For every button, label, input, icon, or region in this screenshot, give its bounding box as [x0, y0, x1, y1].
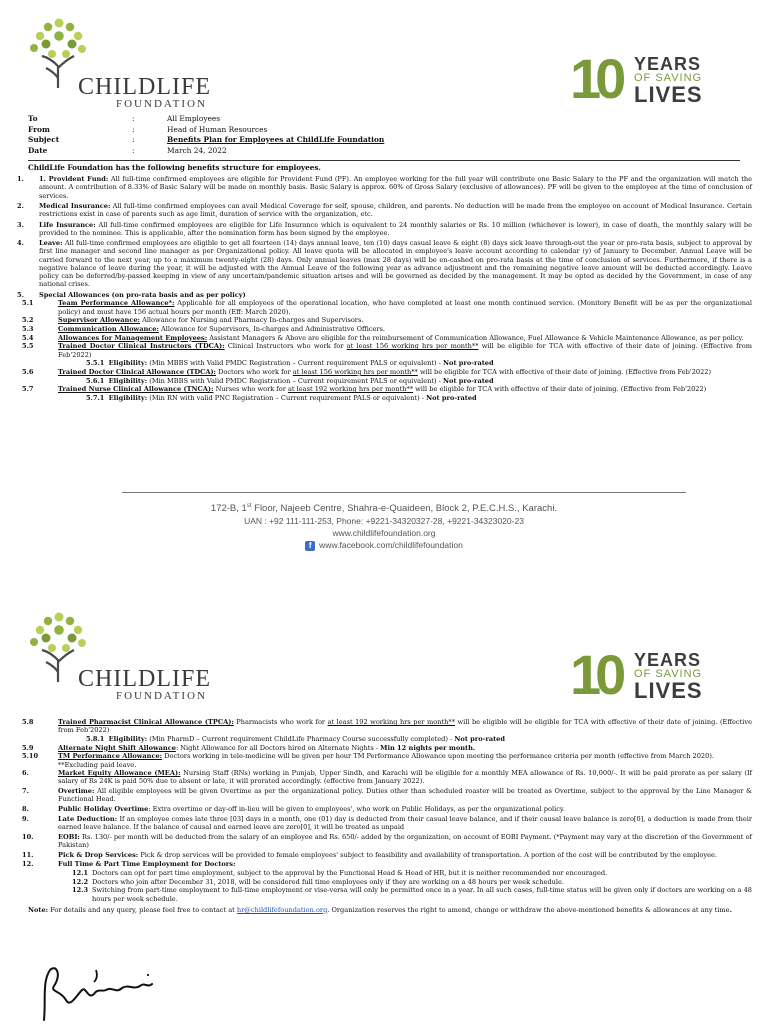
badge-number: 10 [570, 47, 621, 110]
sub-title: Trained Doctor Clinical Allowance (TDCA): [58, 367, 216, 376]
sub-text: Applicable for all employees of the operational location, who have completed at least one month continued service. (Monitory Benefit will be as per the organizational policy) and must have 156 actual hours per month (Eff: March 2020). [58, 299, 752, 316]
sub-text: Doctors who join after December 31, 2018, will be considered full time employees only if they are working on a 48 hours per week schedule. [92, 877, 564, 886]
sub-title: Trained Doctor Clinical Instructors (TDCA): [58, 342, 225, 351]
address-pre: 172-B, 1 [210, 503, 247, 515]
sub-number: 5.8 [22, 718, 34, 726]
memo-date [28, 146, 384, 157]
not-pro-rated: Not pro-rated [443, 376, 494, 385]
not-pro-rated: Not pro-rated [426, 394, 477, 403]
colon: : [132, 114, 135, 123]
memo-header [28, 114, 384, 156]
sub-text: Doctors can opt for part time employment, subject to the approval by the Functional Head & Head of HR, but it is neither recommended nor encouraged. [92, 868, 608, 877]
memo-from [28, 125, 384, 136]
item-full-part-time [22, 860, 752, 869]
item-title: Pick & Drop Services: [58, 850, 139, 859]
item-pick-drop [22, 850, 752, 859]
item-title: Overtime: [58, 787, 95, 796]
item-number: 9. [22, 814, 29, 823]
sub-title: Supervisor Allowance: [58, 316, 140, 325]
sub-number: 5.6.1 [86, 376, 105, 385]
item-number: 2. [17, 202, 24, 210]
memo-subject [28, 135, 384, 146]
sub-5-6-1 [28, 377, 752, 385]
memo-to [28, 114, 384, 125]
item-number: 6. [22, 769, 29, 778]
sub-number: 12.3 [72, 886, 89, 895]
sub-text: Doctors working in tele-medicine will be given per hour TM Performance Allowance upon meeting the performance criteria per month (effective from March 2020). [162, 752, 714, 761]
sub-5-3 [22, 324, 752, 333]
sub-text: Switching from part-time employment to full-time employment or vise-versa will only be permitted once in a year. In all such cases, full-time status will be given only if doctors are working on a 48 hours per week schedule. [92, 886, 752, 903]
sub-hours: at least 192 working hrs per month** [327, 718, 455, 726]
item-title: Late Deduction: [58, 814, 118, 823]
item-late-deduction [22, 814, 752, 831]
sub-text: (Min MBBS with Valid PMDC Registration – Current requirement PALS or equivalent) - [147, 359, 444, 368]
item-medical-insurance [17, 202, 752, 219]
item-title: Full Time & Part Time Employment for Doctors: [58, 860, 236, 869]
item-title: Public Holiday Overtime [58, 805, 149, 814]
brand-name: CHILDLIFE [78, 74, 211, 100]
item-number: 3. [17, 220, 24, 229]
document-page-2 [0, 590, 768, 1024]
sub-text: : Night Allowance for all Doctors hired on Alternate Nights - [175, 743, 381, 752]
item-text: All full-time confirmed employees are eligible for Provident Fund (PF). An employee working for the full year will contribute one Basic Salary to the PF and the organization will match the amount. A contribution of 8.33% of Basic Salary will be made on monthly basis. Basic Salary is approx. 60% of Gross Salary (exclusive of allowances). PF will be given to the employee at the time of conclusion of services. [39, 175, 753, 200]
item-number: 10. [22, 832, 34, 841]
sub-5-8-1 [28, 735, 752, 743]
badge-years: YEARS [634, 650, 702, 670]
sub-number: 5.5.1 [86, 359, 105, 368]
intro-heading: ChildLife Foundation has the following benefits structure for employees. [28, 163, 321, 172]
sub-5-4 [22, 333, 752, 342]
benefits-body-page-1 [17, 163, 753, 403]
sub-5-1 [22, 299, 752, 316]
item-text: : Extra overtime or day-off in-lieu will be given to employees', who work on Public Holidays, as per the organizational policy. [148, 805, 565, 814]
badge-number: 10 [570, 643, 621, 706]
sub-text: Clinical Instructors who work for [224, 342, 347, 351]
sub-hours: at least 156 working hrs per month** [292, 367, 418, 376]
sub-number: 5.9 [22, 743, 34, 752]
item-text: Rs. 130/- per month will be deducted from the salary of an employee and Rs. 650/- added by the organization, on account of EOBI Payment. (*Payment may vary at the discretion of the Government of Pakistan) [58, 832, 752, 849]
sub-text: will be eligible will be eligible for TCA with effective of their date of joining. (Effective from Feb'2022) [58, 718, 752, 735]
sub-number: 5.4 [22, 333, 34, 342]
badge-of-saving: OF SAVING [634, 72, 703, 84]
sub-5-5-1 [28, 359, 752, 367]
sub-number: 5.10 [22, 752, 39, 761]
item-life-insurance [17, 220, 752, 237]
eligibility-label: Eligibility: [108, 376, 148, 385]
item-number: 8. [22, 805, 29, 814]
sub-title: Team Performance Allowance*: [58, 299, 175, 308]
header-rule [28, 160, 740, 161]
sub-hours: at least 156 working hrs per month** [346, 342, 479, 351]
item-title: Special Allowances (on pro-rata basis and as per policy) [39, 290, 246, 299]
sub-5-2 [22, 316, 752, 325]
address-post: Floor, Najeeb Centre, Shahra-e-Quaideen, Block 2, P.E.C.H.S., Karachi. [251, 503, 558, 515]
note-paragraph [28, 906, 752, 914]
item-number: 12. [22, 860, 34, 869]
badge-lives: LIVES [634, 678, 703, 703]
eligibility-label: Eligibility: [108, 734, 148, 743]
sub-title: Allowances for Management Employees: [58, 333, 208, 342]
note-label: Note: [28, 905, 49, 914]
item-text: All full-time confirmed employees are eligible to get all fourteen (14) days annual leave, ten (10) days casual leave & eight (8) days sick leave through-out the year or pro-rata basis, subject to approval by first line manager and second line manager as per Organizational policy. All leave quota will be allocated in employee's leave account according to calendar (y) of January to December. Annual Leave will be carried forward to the next year, up to a maximum twenty-eight (28) days. Only annual leaves (max 28 days) will be en-cashed on pro-rata basis at the time of conclusion of services. Furthermore, if there is a negative balance of leave during the year, it will be adjusted with the Annual Leave of the following year as advance adjustment and the remaining negative leave amount will be deducted accordingly. Leave policy can be deferred/by-passed keeping in view of any uncertain/pandemic situation arises and will be governed as decided by the management. It may be opted as decided by the Government, in case of any national crises. [39, 239, 752, 289]
item-text: Pick & drop services will be provided to female employees' subject to feasibility and availability of transportation. A portion of the cost will be contributed by the employee. [138, 850, 718, 859]
sub-number: 5.7 [22, 385, 34, 394]
memo-from-value: Head of Human Resources [167, 124, 268, 134]
item-text: All eligible employees will be given Overtime as per the organizational policy. Duties other than scheduled roaster will be treated as Overtime, subject to the approval by the Line Manager & Functional Head. [58, 787, 752, 804]
sub-number: 5.3 [22, 324, 34, 333]
signature [36, 960, 176, 1024]
benefits-body-page-2 [22, 718, 752, 916]
memo-subject-label: Subject [28, 135, 60, 144]
item-market-equity [22, 769, 752, 786]
sub-text: will be eligible for TCA with effective of their date of joining. (Effective from Feb'2022) [413, 385, 707, 394]
ten-years-badge-page-2 [570, 643, 720, 708]
memo-to-label: To [28, 114, 38, 123]
eligibility-label: Eligibility: [108, 394, 148, 403]
sub-text: will be eligible for TCA with effective of their date of joining. (Effective from Feb'2022) [58, 342, 752, 359]
item-title: Leave: [39, 239, 63, 248]
childlife-logo-page-2 [28, 612, 238, 702]
sub-title: TM Performance Allowance: [58, 752, 163, 761]
not-pro-rated: Not pro-rated [443, 359, 494, 368]
sub-number: 12.2 [72, 877, 89, 886]
paid-leave-note: **Excluding paid leave. [58, 760, 137, 769]
sub-number: 5.6 [22, 367, 34, 376]
sub-text: (Min PharmD – Current requirement ChildLife Pharmacy Course successfully completed) - [147, 734, 455, 743]
sub-text: Doctors who work for [216, 367, 293, 376]
item-title: EOBI: [58, 832, 80, 841]
sub-5-10 [22, 752, 752, 769]
item-number: 4. [17, 239, 24, 248]
memo-from-label: From [28, 124, 50, 134]
item-number: 5. [17, 290, 24, 299]
footer-website[interactable]: www.childlifefoundation.org [332, 528, 436, 539]
sub-text: Allowance for Nursing and Pharmacy In-charges and Supervisors. [139, 316, 364, 325]
item-number: 7. [22, 787, 29, 796]
item-title: Life Insurance: [39, 220, 96, 229]
sub-number: 5.5 [22, 342, 34, 351]
sub-number: 5.1 [22, 299, 34, 308]
item-title: Market Equity Allowance (MEA): [58, 769, 181, 778]
memo-date-label: Date [28, 145, 48, 155]
eligibility-label: Eligibility: [108, 359, 148, 368]
facebook-icon: f [305, 541, 315, 551]
sub-number: 12.1 [72, 868, 89, 877]
badge-of-saving: OF SAVING [634, 668, 703, 680]
item-number: 11. [22, 850, 34, 859]
min-nights: Min 12 nights per month. [380, 743, 476, 752]
note-end: . [729, 905, 732, 914]
badge-lives: LIVES [634, 82, 703, 107]
item-text: If an employee comes late three [03] days in a month, one (01) day is deducted from their casual leave balance, and if their causal leave balance is zero[0], a deduction is made from their earned leave balance. If the balance of causal and earned leave are zero[0], it will be treated as unpaid [58, 814, 752, 831]
sub-5-7-1 [28, 394, 752, 402]
brand-sub: FOUNDATION [116, 690, 207, 702]
item-text: All full-time confirmed employees can avail Medical Coverage for self, spouse, children, and parents. No deduction will be made from the employee on account of Medical Insurance. Certain restrictions exist in case of parents such as age limit, duration of service with the organization, etc. [39, 202, 752, 219]
sub-5-5 [22, 342, 752, 359]
footer-address [0, 500, 768, 515]
sub-5-6 [22, 367, 752, 376]
sub-text: (Min MBBS with Valid PMDC Registration – Current requirement PALS or equivalent) - [147, 376, 444, 385]
sub-number: 5.8.1 [86, 734, 105, 743]
item-overtime [22, 787, 752, 804]
colon: : [132, 145, 135, 155]
sub-text: Pharmacists who work for [233, 718, 328, 726]
not-pro-rated: Not pro-rated [454, 734, 505, 743]
footer-facebook[interactable]: www.facebook.com/childlifefoundation [319, 540, 463, 551]
sub-text: (Min RN with valid PNC Registration – Current requirement PALS or equivalent) - [147, 394, 427, 403]
item-public-holiday-overtime [22, 805, 752, 814]
sub-text: will be eligible for TCA with effective of their date of joining. (Effective from Feb'2022) [417, 367, 712, 376]
colon: : [132, 135, 135, 144]
sub-text: Allowance for Supervisors, In-charges and Administrative Officers. [158, 324, 386, 333]
footer-facebook-row[interactable] [0, 539, 768, 551]
item-number: 1. [17, 175, 24, 184]
item-title: 1. Provident Fund: [39, 175, 109, 184]
memo-subject-value: Benefits Plan for Employees at ChildLife Foundation [167, 135, 385, 144]
footer-phones: UAN : +92 111-111-253, Phone: +9221-34320327-28, +9221-34323020-23 [244, 516, 524, 527]
brand-name: CHILDLIFE [78, 666, 211, 692]
brand-sub: FOUNDATION [116, 98, 207, 110]
item-text: Nursing Staff (RNs) working in Punjab, Upper Sindh, and Karachi will be eligible for a monthly MEA allowance of Rs. 10,000/-. It will be paid prorate as per salary (If salary of Rs 24K is paid 50% due to absent or late, it will prorated accordingly. (effective from January 2022). [58, 769, 752, 786]
sub-title: Trained Nurse Clinical Allowance (TNCA): [58, 385, 214, 394]
sub-text: Nurses who work for [213, 385, 288, 394]
item-provident-fund [17, 175, 753, 200]
sub-12-1 [28, 869, 752, 877]
hr-email-link[interactable]: hr@childlifefoundation.org [236, 905, 328, 914]
address-sup: st [246, 503, 252, 509]
sub-hours: at least 192 working hrs per month** [287, 385, 414, 394]
sub-5-7 [22, 385, 752, 394]
sub-12-2 [28, 878, 752, 886]
memo-to-value: All Employees [167, 114, 221, 123]
sub-title: Trained Pharmacist Clinical Allowance (TPCA): [58, 718, 234, 726]
item-special-allowances [17, 290, 752, 299]
item-text: All full-time confirmed employees are eligible for Life Insurance which is equivalent to 24 monthly salaries or Rs. 10 million (whichever is lower), in case of death, the monthly salary will be provided to the nominee. This is applicable, after the nomination form has been signed by the employee. [39, 220, 752, 237]
colon: : [132, 124, 135, 134]
item-title: Medical Insurance: [39, 202, 111, 210]
badge-years: YEARS [634, 54, 702, 74]
page-footer [0, 500, 768, 551]
sub-title: Alternate Night Shift Allowance [58, 743, 176, 752]
sub-5-8 [22, 718, 752, 735]
childlife-logo [28, 18, 238, 110]
sub-title: Communication Allowance: [58, 324, 159, 333]
footer-rule [122, 492, 686, 493]
sub-number: 5.7.1 [86, 394, 105, 403]
note-text: For details and any query, please feel free to contact at [48, 905, 237, 914]
sub-5-9 [22, 743, 752, 752]
sub-number: 5.2 [22, 316, 34, 325]
ten-years-badge [570, 47, 720, 112]
sub-text: Assistant Managers & Above are eligible for the reimbursement of Communication Allowance, Fuel Allowance & Vehicle Maintenance Allowance, as per policy. [207, 333, 744, 342]
note-text: . Organization reserves the right to amend, change or withdraw the above-mentioned benefits & allowances at any time [327, 905, 730, 914]
memo-date-value: March 24, 2022 [167, 145, 227, 155]
sub-12-3 [28, 886, 752, 902]
item-leave [17, 239, 752, 289]
item-eobi [22, 832, 752, 849]
